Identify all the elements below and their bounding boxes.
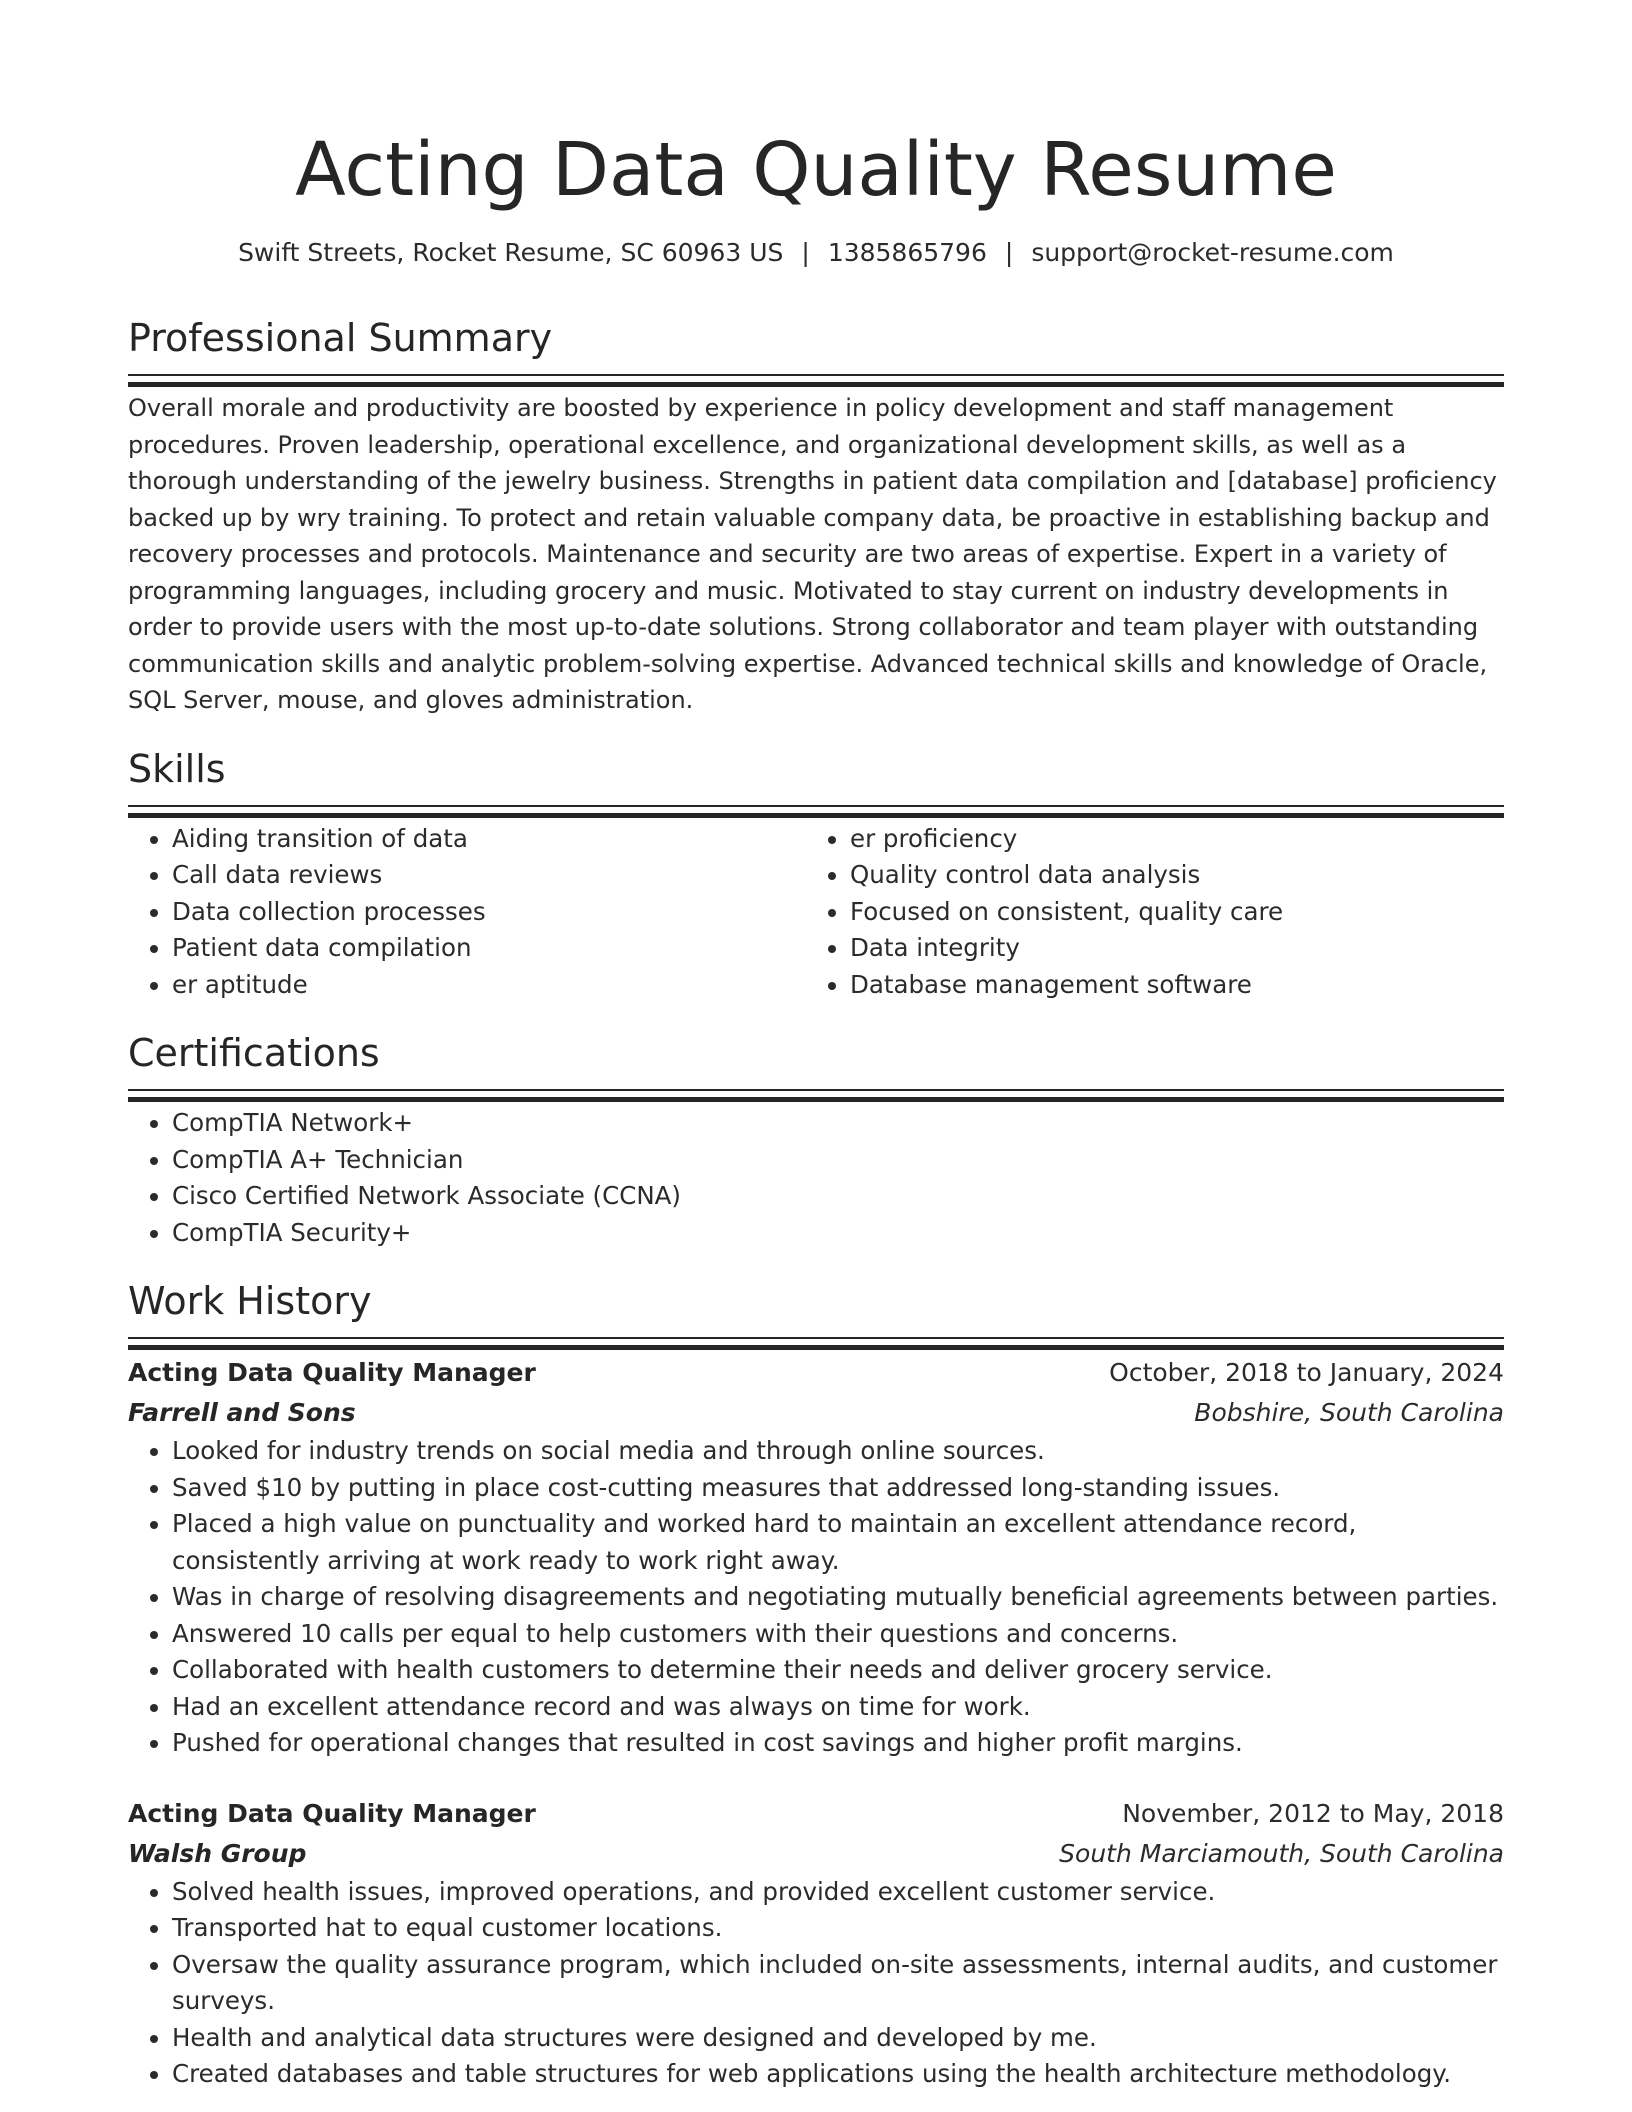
section-divider — [128, 374, 1504, 376]
job-dates: November, 2012 to May, 2018 — [1122, 1798, 1504, 1828]
job-title: Acting Data Quality Manager — [128, 1358, 536, 1387]
job-location: Bobshire, South Carolina — [1194, 1398, 1504, 1427]
job-duty-item: • Had an excellent attendance record and was always on time for work. — [172, 1689, 1504, 1726]
contact-separator: | — [1004, 238, 1014, 267]
skills-section — [128, 743, 1504, 1004]
section-divider — [128, 1089, 1504, 1091]
skill-item: • er aptitude — [172, 967, 806, 1004]
job-company: Farrell and Sons — [128, 1398, 356, 1427]
job-company: Walsh Group — [128, 1838, 307, 1868]
job-entry — [128, 1794, 1504, 2093]
skill-item: • Database management software — [850, 967, 1484, 1004]
skill-item: • Aiding transition of data — [172, 821, 806, 858]
skills-list-left — [128, 821, 806, 1004]
page-title: Acting Data Quality Resume — [295, 127, 1337, 213]
job-header-row — [128, 1353, 1504, 1393]
skill-item: • Data integrity — [850, 930, 1484, 967]
section-heading-skills: Skills — [128, 746, 226, 791]
resume-page — [128, 0, 1504, 2093]
job-header-row — [128, 1794, 1504, 1834]
section-heading-certifications: Certifications — [128, 1031, 380, 1075]
job-duty-item: • Placed a high value on punctuality and worked hard to maintain an excellent attendance record, consistently arriving at work ready to work right away. — [172, 1506, 1504, 1579]
skill-item: • Patient data compilation — [172, 930, 806, 967]
job-title: Acting Data Quality Manager — [128, 1798, 536, 1828]
section-divider — [128, 1337, 1504, 1339]
contact-email: support@rocket-resume.com — [1031, 238, 1394, 267]
contact-address: Swift Streets, Rocket Resume, SC 60963 US — [238, 238, 784, 267]
skill-item: • Call data reviews — [172, 857, 806, 894]
job-duty-item: • Was in charge of resolving disagreements and negotiating mutually beneficial agreements between parties. — [172, 1579, 1504, 1616]
skills-column-right — [806, 821, 1484, 1004]
job-duty-item: • Transported hat to equal customer locations. — [172, 1910, 1504, 1947]
skills-grid — [128, 821, 1504, 1004]
skill-item: • Data collection processes — [172, 894, 806, 931]
certification-item: • CompTIA Network+ — [172, 1105, 1504, 1142]
section-divider — [128, 805, 1504, 807]
contact-phone: 1385865796 — [827, 238, 987, 267]
certifications-section — [128, 1027, 1504, 1251]
job-employer-row — [128, 1393, 1504, 1433]
contact-line — [128, 236, 1504, 270]
summary-text: Overall morale and productivity are boosted by experience in policy development and staff management procedures. Proven leadership, operational excellence, and organizational development skills, as well as a thorough understanding of the jewelry business. Strengths in patient data compilation and [database] proficiency backed up by wry training. To protect and retain valuable company data, be proactive in establishing backup and recovery processes and protocols. Maintenance and security are two areas of expertise. Expert in a variety of programming languages, including grocery and music. Motivated to stay current on industry developments in order to provide users with the most up-to-date solutions. Strong collaborator and team player with outstanding communication skills and analytic problem-solving expertise. Advanced technical skills and knowledge of Oracle, SQL Server, mouse, and gloves administration. — [128, 394, 1497, 714]
job-duty-item: • Oversaw the quality assurance program, which included on-site assessments, internal audits, and customer surveys. — [172, 1947, 1504, 2020]
skills-list-right — [806, 821, 1484, 1004]
job-dates: October, 2018 to January, 2024 — [1109, 1358, 1504, 1387]
skill-item: • er proficiency — [850, 821, 1484, 858]
certification-item: • CompTIA Security+ — [172, 1215, 1504, 1252]
job-duties-list — [128, 1433, 1504, 1762]
job-employer-row — [128, 1834, 1504, 1874]
job-entry — [128, 1353, 1504, 1762]
job-duty-item: • Looked for industry trends on social media and through online sources. — [172, 1433, 1504, 1470]
skill-item: • Quality control data analysis — [850, 857, 1484, 894]
job-duties-list — [128, 1874, 1504, 2093]
job-duty-item: • Solved health issues, improved operations, and provided excellent customer service. — [172, 1874, 1504, 1911]
job-duty-item: • Pushed for operational changes that resulted in cost savings and higher profit margins. — [172, 1725, 1504, 1762]
summary-section — [128, 312, 1504, 719]
job-duty-item: • Answered 10 calls per equal to help customers with their questions and concerns. — [172, 1616, 1504, 1653]
skill-item: • Focused on consistent, quality care — [850, 894, 1484, 931]
section-heading-work-history: Work History — [128, 1279, 372, 1323]
certifications-list — [128, 1105, 1504, 1251]
certification-item: • Cisco Certified Network Associate (CCNA) — [172, 1178, 1504, 1215]
contact-separator: | — [801, 238, 810, 267]
skills-column-left — [128, 821, 806, 1004]
work-history-section — [128, 1275, 1504, 2093]
certification-item: • CompTIA A+ Technician — [172, 1142, 1504, 1179]
job-duty-item: • Collaborated with health customers to determine their needs and deliver grocery service. — [172, 1652, 1504, 1689]
section-heading-summary: Professional Summary — [128, 316, 553, 360]
job-duty-item: • Health and analytical data structures were designed and developed by me. — [172, 2020, 1504, 2057]
job-location: South Marciamouth, South Carolina — [1059, 1838, 1504, 1868]
job-duty-item: • Created databases and table structures for web applications using the health architecture methodology. — [172, 2056, 1504, 2093]
job-duty-item: • Saved $10 by putting in place cost-cutting measures that addressed long-standing issues. — [172, 1470, 1504, 1507]
